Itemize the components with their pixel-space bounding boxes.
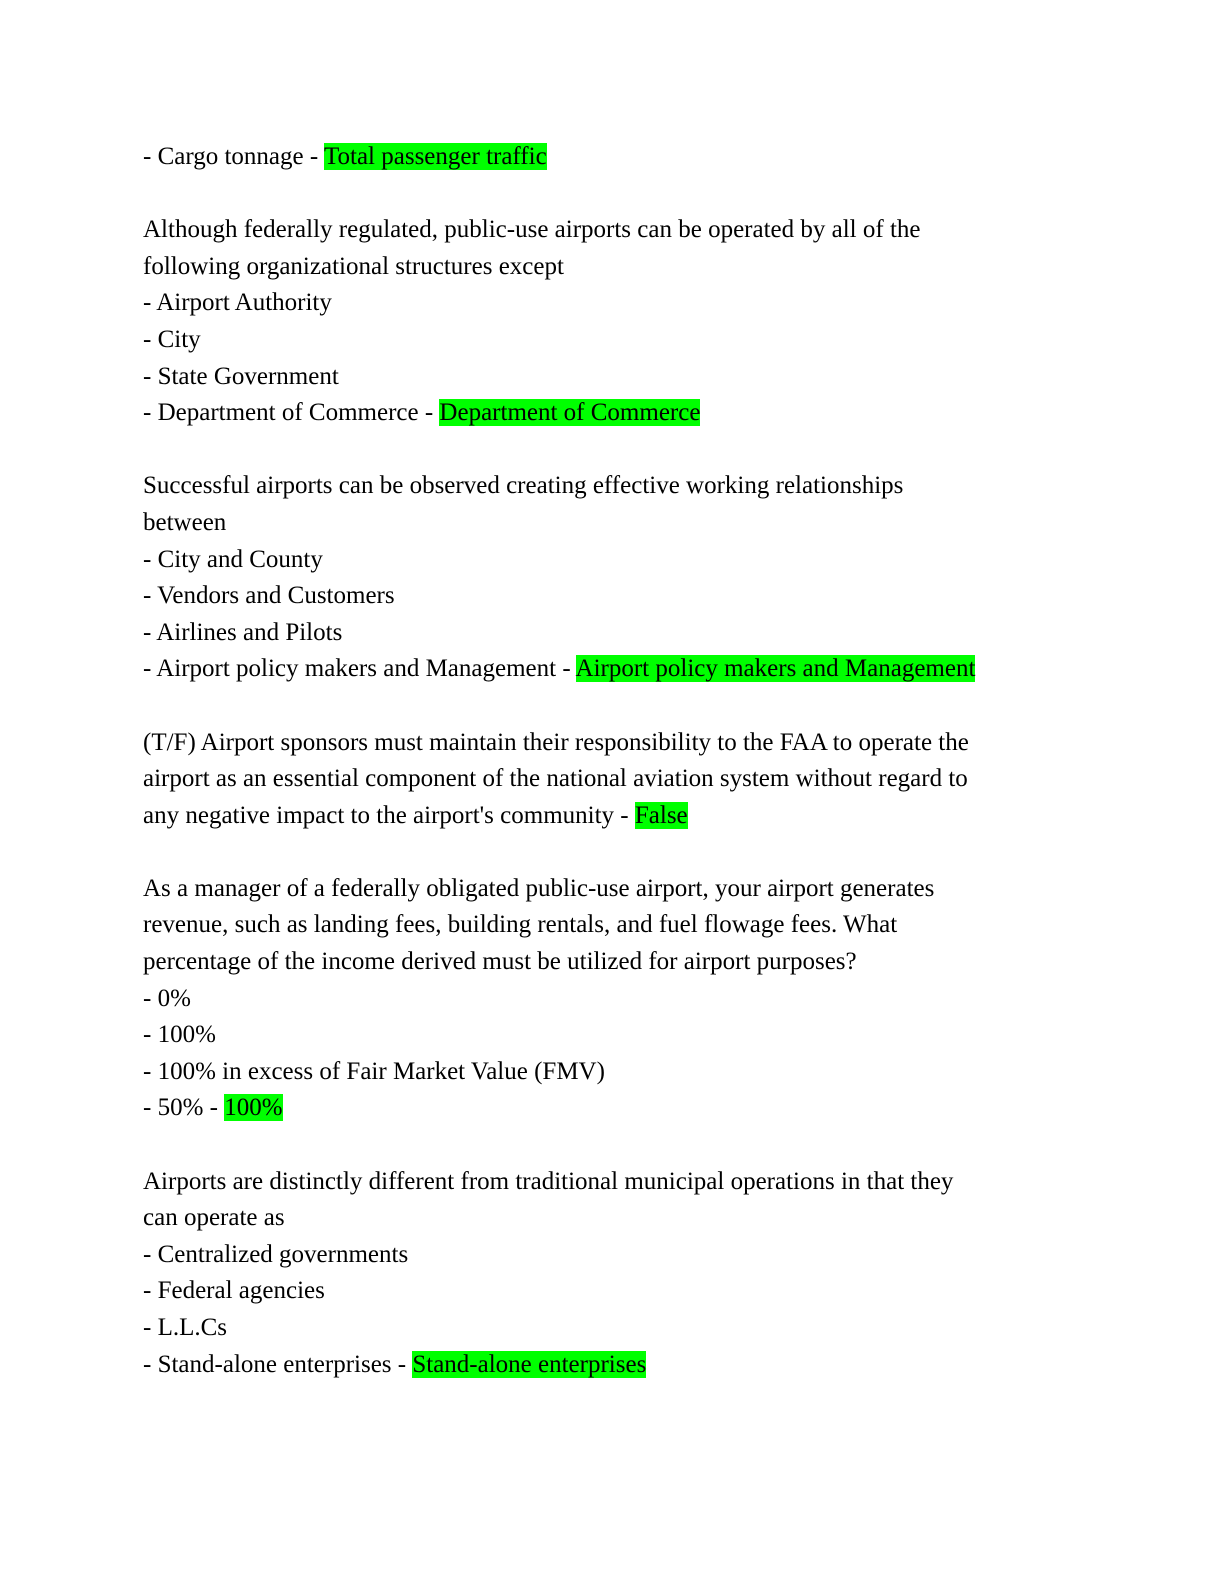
option-text: - Airport policy makers and Management - (143, 655, 576, 683)
option-text: any negative impact to the airport's community - (143, 801, 635, 829)
option-line (143, 285, 1103, 322)
option-line (143, 322, 1103, 359)
option-text: - Vendors and Customers (143, 582, 395, 610)
highlighted-answer: Airport policy makers and Management (575, 655, 976, 683)
highlighted-answer: Total passenger traffic (323, 143, 547, 170)
option-line (143, 1237, 1103, 1274)
question-line: (T/F) Airport sponsors must maintain their responsibility to the FAA to operate the (143, 728, 969, 756)
highlighted-answer: Department of Commerce (439, 399, 701, 427)
question-line: following organizational structures except (143, 252, 564, 280)
question-line: between (143, 508, 227, 536)
paragraph-gap (143, 688, 1103, 725)
option-line (143, 615, 1103, 652)
qa-block (143, 468, 1103, 688)
highlighted-answer: False (634, 801, 688, 829)
option-text: - Centralized governments (143, 1240, 409, 1268)
paragraph-gap (143, 176, 1103, 213)
option-line (143, 395, 1103, 432)
qa-block (143, 871, 1103, 1127)
option-line (143, 1054, 1103, 1091)
question-line: Airports are distinctly different from traditional municipal operations in that they (143, 1167, 954, 1195)
qa-block (143, 725, 1103, 835)
option-text: - L.L.Cs (143, 1314, 228, 1341)
question-line: percentage of the income derived must be utilized for airport purposes? (143, 948, 857, 976)
question-line: revenue, such as landing fees, building rentals, and fuel flowage fees. What (143, 911, 898, 939)
option-line (143, 578, 1103, 615)
option-line (143, 1273, 1103, 1310)
qa-block (143, 1164, 1103, 1384)
option-line (143, 542, 1103, 579)
qa-block (143, 212, 1103, 432)
paragraph-gap (143, 432, 1103, 469)
highlighted-answer: Stand-alone enterprises (412, 1350, 647, 1378)
option-text: - 50% - (143, 1094, 225, 1122)
option-text: - Federal agencies (143, 1277, 325, 1305)
paragraph-gap (143, 1127, 1103, 1164)
question-line: As a manager of a federally obligated public-use airport, your airport generates (143, 874, 935, 902)
option-text: - Cargo tonnage - (143, 143, 324, 170)
option-line (143, 1310, 1103, 1347)
qa-block (143, 139, 1103, 176)
option-text: - 100% in excess of Fair Market Value (FMV) (143, 1057, 605, 1085)
question-line: Although federally regulated, public-use airports can be operated by all of the (143, 216, 921, 244)
option-text: - City (143, 325, 201, 353)
option-line (143, 1090, 1103, 1127)
option-text: - 100% (143, 1021, 216, 1049)
option-text: - Airlines and Pilots (143, 618, 343, 646)
option-text: - State Government (143, 362, 339, 390)
option-line (143, 139, 1103, 176)
question-line: airport as an essential component of the national aviation system without regard to (143, 765, 968, 793)
option-line (143, 651, 1103, 688)
highlighted-answer: 100% (224, 1094, 283, 1122)
question-line: Successful airports can be observed creating effective working relationships (143, 472, 904, 500)
document-page (143, 139, 1103, 1383)
option-line (143, 359, 1103, 396)
option-text: - 0% (143, 984, 191, 1012)
option-text: - City and County (143, 545, 323, 573)
question-line: can operate as (143, 1204, 285, 1232)
paragraph-gap (143, 834, 1103, 871)
option-line (143, 1347, 1103, 1384)
option-line (143, 1017, 1103, 1054)
option-text: - Stand-alone enterprises - (143, 1350, 413, 1378)
option-text: - Airport Authority (143, 289, 332, 317)
option-text: - Department of Commerce - (143, 399, 440, 427)
option-line (143, 798, 1103, 835)
option-line (143, 981, 1103, 1018)
